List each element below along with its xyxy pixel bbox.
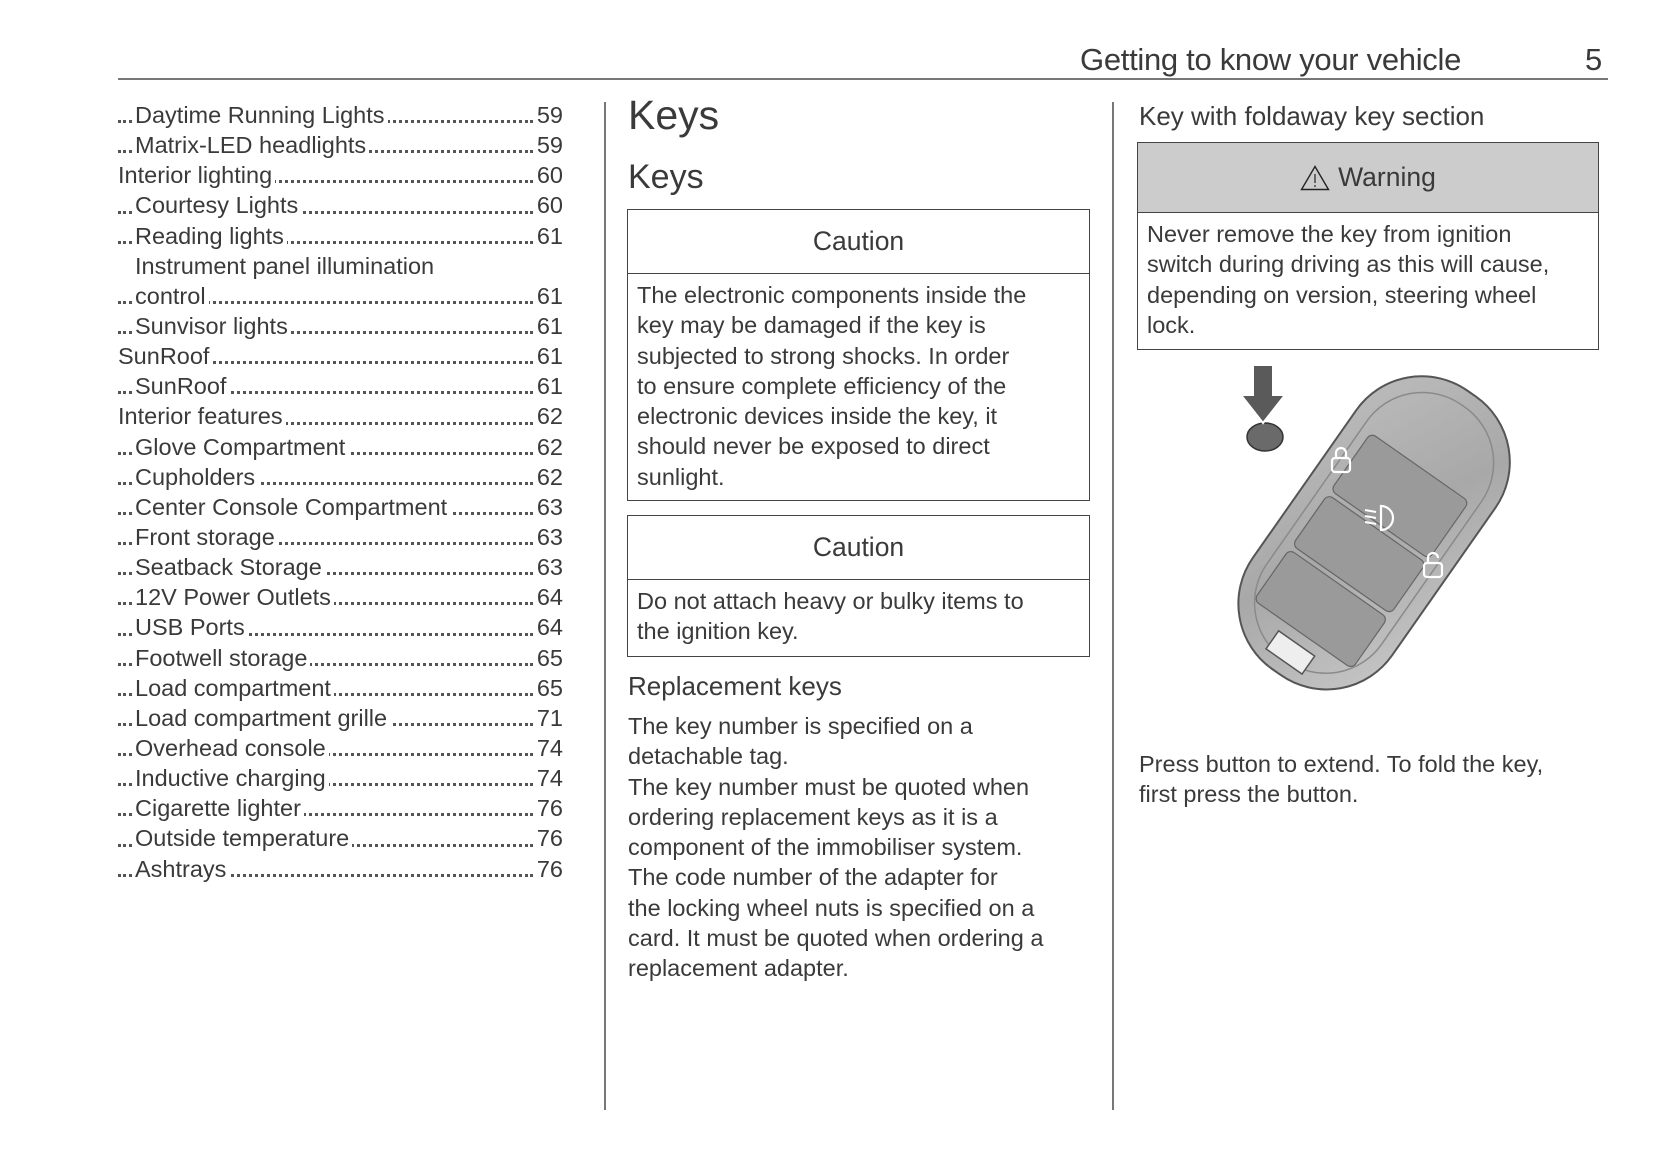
caution-line: to ensure complete efficiency of the [637,372,1007,399]
caution-title: Caution [628,516,1089,580]
figure-caption [1139,749,1609,810]
toc-entry[interactable] [118,552,563,582]
caption-line: Press button to extend. To fold the key, [1139,751,1544,777]
body-line: The key number is specified on a [628,713,973,739]
toc-entry[interactable] [118,763,563,793]
toc-entry[interactable] [118,522,563,552]
table-of-contents [118,100,563,884]
toc-entry-page: 76 [536,795,563,822]
caution-line: subjected to strong shocks. In order [637,342,1010,369]
toc-entry[interactable] [118,582,563,612]
caution-line: should never be exposed to direct [637,433,990,460]
toc-entry-label: Footwell storage [135,645,310,671]
toc-entry-label: Courtesy Lights [135,192,301,218]
toc-entry-page: 74 [536,765,563,792]
chapter-title: Keys [628,92,720,138]
body-line: detachable tag. [628,743,789,770]
toc-entry-page: 64 [536,614,563,641]
caution-line: The electronic components inside the [637,282,1027,308]
warning-title: Warning [1338,162,1436,192]
toc-entry-page: 65 [536,644,563,671]
caution-body [628,580,1089,647]
toc-entry-page: 60 [536,192,563,219]
body-line: card. It must be quoted when ordering a [628,925,1044,952]
toc-entry[interactable] [118,100,563,130]
warning-body [1138,213,1598,340]
toc-entry-label: Instrument panel illumination [135,253,437,279]
toc-entry[interactable] [118,793,563,823]
toc-entry-label: Daytime Running Lights [135,102,388,128]
toc-entry-page: 61 [536,222,563,249]
toc-entry-label: SunRoof [118,343,212,369]
warning-line: lock. [1147,311,1196,338]
column-divider-left [604,102,606,1110]
toc-entry-label: Seatback Storage [135,554,325,580]
header-rule [118,78,1608,80]
section-title: Keys [628,158,704,196]
toc-entry-page: 65 [536,674,563,701]
toc-entry-page: 76 [536,855,563,882]
toc-entry-page: 63 [536,493,563,520]
toc-entry-label: Inductive charging [135,765,329,791]
toc-entry-page: 61 [536,343,563,370]
running-header-title: Getting to know your vehicle [1080,42,1462,77]
caution-title: Caution [628,210,1089,274]
foldaway-key-heading: Key with foldaway key section [1139,101,1485,131]
toc-entry-label: Interior lighting [118,162,275,188]
toc-entry-page: 63 [536,554,563,581]
toc-entry[interactable] [118,160,563,190]
toc-entry-page: 76 [536,825,563,852]
warning-line: switch during driving as this will cause, [1147,251,1550,278]
replacement-keys-body [628,711,1098,984]
toc-entry[interactable] [118,643,563,673]
toc-entry[interactable] [118,673,563,703]
caption-line: first press the button. [1139,781,1359,808]
caution-line: key may be damaged if the key is [637,312,986,339]
body-line: the locking wheel nuts is specified on a [628,894,1035,921]
toc-entry-label: Load compartment [135,675,334,701]
toc-entry-page: 64 [536,584,563,611]
toc-entry[interactable] [118,823,563,853]
toc-entry-page: 59 [536,132,563,159]
caution-line: electronic devices inside the key, it [637,403,998,430]
body-line: component of the immobiliser system. [628,834,1023,861]
caution-box-electronics [627,209,1090,501]
body-line: The key number must be quoted when [628,773,1030,800]
release-button [1247,423,1283,451]
toc-entry-label: 12V Power Outlets [135,584,334,610]
toc-entry-page: 62 [536,433,563,460]
toc-entry[interactable] [118,401,563,431]
warning-line: Never remove the key from ignition [1147,221,1512,247]
toc-entry-label: SunRoof [135,373,229,399]
press-arrow-icon [1241,365,1285,423]
warning-header [1138,143,1598,213]
page-number: 5 [1585,42,1603,77]
body-line: ordering replacement keys as it is a [628,803,998,830]
toc-entry-label: Center Console Compartment [135,494,450,520]
toc-entry-label: USB Ports [135,614,248,640]
caution-box-attachments [627,515,1090,657]
toc-entry-label: Front storage [135,524,278,550]
toc-entry-page: 60 [536,162,563,189]
toc-entry-label: Sunvisor lights [135,313,291,339]
caution-line: Do not attach heavy or bulky items to [637,588,1024,614]
toc-entry[interactable] [118,612,563,642]
toc-entry-label: control [135,283,209,309]
replacement-keys-heading: Replacement keys [628,671,842,701]
toc-entry-page: 61 [536,373,563,400]
toc-entry-label: Cigarette lighter [135,795,304,821]
toc-entry-page: 71 [536,704,563,731]
toc-entry[interactable] [118,221,563,251]
toc-entry[interactable] [118,281,563,311]
toc-entry-page: 61 [536,312,563,339]
caution-body [628,274,1089,492]
caution-line: sunlight. [637,463,725,490]
toc-entry-label: Outside temperature [135,825,352,851]
toc-entry-label: Load compartment grille [135,705,390,731]
toc-entry-page: 61 [536,282,563,309]
key-fob-illustration [1205,365,1535,695]
toc-entry[interactable] [118,432,563,462]
toc-entry-page: 59 [536,102,563,128]
toc-entry[interactable] [118,854,563,884]
toc-entry[interactable] [118,251,563,281]
toc-entry-page: 74 [536,734,563,761]
toc-entry-label: Overhead console [135,735,329,761]
caution-line: the ignition key. [637,618,799,645]
toc-entry[interactable] [118,703,563,733]
toc-entry-label: Matrix-LED headlights [135,132,369,158]
toc-entry-page: 62 [536,403,563,430]
toc-entry[interactable] [118,371,563,401]
toc-entry[interactable] [118,462,563,492]
toc-entry-label: Glove Compartment [135,434,348,460]
body-line: The code number of the adapter for [628,864,998,891]
toc-entry-label: Interior features [118,403,286,429]
toc-entry[interactable] [118,311,563,341]
toc-entry[interactable] [118,733,563,763]
toc-entry-page: 63 [536,523,563,550]
toc-entry-label: Reading lights [135,223,287,249]
toc-entry[interactable] [118,492,563,522]
toc-entry[interactable] [118,341,563,371]
warning-triangle-icon [1300,165,1330,191]
warning-box [1137,142,1599,350]
column-divider-right [1112,102,1114,1110]
toc-entry-label: Ashtrays [135,856,229,882]
warning-line: depending on version, steering wheel [1147,281,1537,308]
toc-entry-page: 62 [536,463,563,490]
toc-entry[interactable] [118,190,563,220]
toc-entry[interactable] [118,130,563,160]
body-line: replacement adapter. [628,955,849,982]
toc-entry-label: Cupholders [135,464,258,490]
